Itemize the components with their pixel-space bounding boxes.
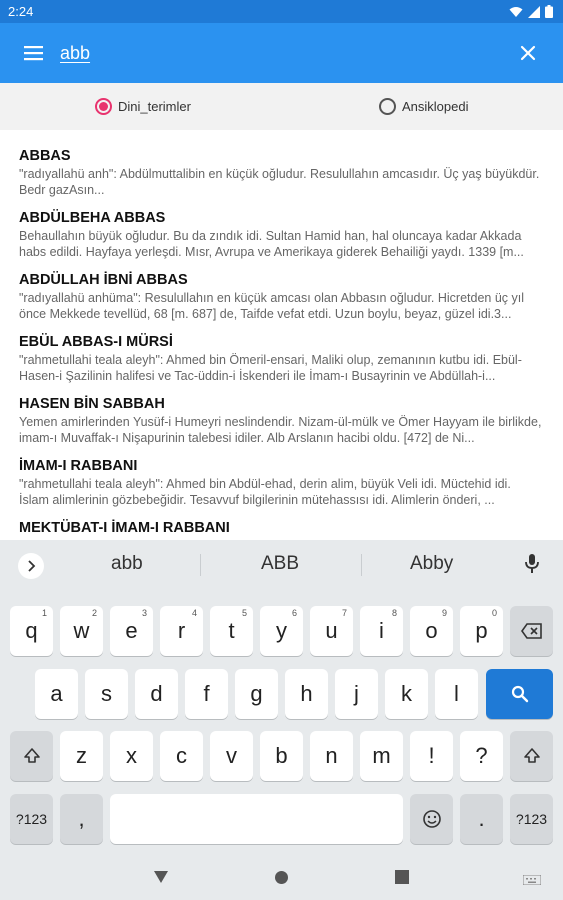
key-d[interactable]: d	[135, 669, 178, 719]
key-n[interactable]: n	[310, 731, 353, 781]
mic-button[interactable]	[522, 553, 542, 580]
comma-key[interactable]: ,	[60, 794, 103, 844]
entry-snippet: Yemen amirlerinden Yusüf-i Humeyri neslindendir. Nizam-ül-mülk ve Ömer Hayyam ile birlikde, imam-ı Muvaffak-ı Nişapurinin talebesi idiler. Alb Arslanın hacibi oldu. [472] de Ni...	[19, 415, 542, 445]
key-t[interactable]	[210, 606, 253, 656]
mic-icon	[522, 553, 542, 575]
key-question[interactable]: ?	[460, 731, 503, 781]
radio-ansiklopedi[interactable]	[379, 98, 469, 115]
shift-key-right[interactable]	[510, 731, 553, 781]
entry-snippet: "radıyallahü anhüma": Resulullahın en küçük amcası olan Abbasın oğludur. Hicretden üç yıl önce Mekkede tevellüd, 68 [m. 687] de, Taifde vefat etdi. Uzun boylu, beyaz, güzel idi.3...	[19, 291, 525, 321]
key-hint: 2	[91, 608, 97, 618]
soft-keyboard	[0, 540, 563, 856]
list-item[interactable]	[0, 440, 563, 507]
key-label: p	[475, 618, 488, 643]
battery-icon	[545, 5, 553, 18]
status-time: 2:24	[8, 4, 34, 19]
list-item[interactable]	[0, 254, 563, 321]
entry-snippet: Behaullahın büyük oğludur. Bu da zındık idi. Sultan Hamid han, hal oluncaya kadar Akkada habs edildi. Hayfaya yerleşdi. Mısr, Avrupa ve Amerikaya giderek Behailiği yaydı. 1339 [m...	[19, 229, 524, 259]
back-triangle-icon	[153, 870, 169, 884]
entry-title: İMAM-I RABBANI	[19, 458, 138, 474]
list-item[interactable]	[0, 130, 563, 197]
shift-icon	[23, 747, 41, 765]
home-circle-icon	[274, 870, 289, 885]
key-i[interactable]	[360, 606, 403, 656]
key-exclamation[interactable]: !	[410, 731, 453, 781]
key-o[interactable]	[410, 606, 453, 656]
entry-title: ABDÜLLAH İBNİ ABBAS	[19, 272, 188, 288]
key-hint: 3	[141, 608, 147, 618]
list-item[interactable]	[0, 192, 563, 259]
status-bar	[0, 0, 563, 23]
suggestion-2[interactable]: ABB	[261, 553, 300, 574]
key-label: u	[325, 618, 338, 643]
radio-button-unchecked[interactable]	[379, 98, 396, 115]
key-p[interactable]	[460, 606, 503, 656]
list-item[interactable]	[0, 378, 563, 445]
key-hint: 7	[341, 608, 347, 618]
entry-snippet: "rahmetullahi teala aleyh": Ahmed bin Abdül-ehad, derin alim, büyük Veli idi. Müctehid idi. İslam alimlerinin gözbebeğidir. Tesavvuf bilgilerinin mütehassısı idi. Alimlerin önderi, ...	[19, 477, 511, 507]
entry-title: HASEN BİN SABBAH	[19, 396, 165, 412]
entry-title: ABDÜLBEHA ABBAS	[19, 210, 166, 226]
key-a[interactable]: a	[35, 669, 78, 719]
signal-icon	[528, 6, 540, 18]
symbols-key-right[interactable]: ?123	[510, 794, 553, 844]
radio-label: Ansiklopedi	[402, 99, 469, 114]
keyboard-switch-button[interactable]	[523, 872, 541, 890]
chevron-right-icon	[26, 560, 36, 572]
key-j[interactable]: j	[335, 669, 378, 719]
key-hint: 8	[391, 608, 397, 618]
key-l[interactable]: l	[435, 669, 478, 719]
radio-label: Dini_terimler	[118, 99, 191, 114]
emoji-key[interactable]	[410, 794, 453, 844]
entry-snippet: "rahmetullahi teala aleyh": Ahmed bin Ömeril-ensari, Maliki olup, zemanının kutbu idi. Ebül-Hasen-i Şazilinin halifesi ve Tac-üddin-i İskenderi ile İmam-ı Busayrinin ve Abdüllah-i...	[19, 353, 522, 383]
key-label: o	[425, 618, 438, 643]
key-hint: 5	[241, 608, 247, 618]
key-hint: 9	[441, 608, 447, 618]
key-x[interactable]: x	[110, 731, 153, 781]
divider	[200, 554, 201, 576]
space-key[interactable]	[110, 794, 403, 844]
shift-icon	[523, 747, 541, 765]
search-input[interactable]: abb	[60, 42, 91, 63]
key-c[interactable]: c	[160, 731, 203, 781]
keyboard-expand-button[interactable]	[18, 553, 44, 579]
results-list	[0, 130, 563, 540]
key-label: y	[276, 618, 287, 643]
search-key[interactable]	[486, 669, 553, 719]
app-bar	[0, 23, 563, 83]
key-label: i	[379, 618, 384, 643]
shift-key-left[interactable]	[10, 731, 53, 781]
key-k[interactable]: k	[385, 669, 428, 719]
backspace-key[interactable]	[510, 606, 553, 656]
key-label: w	[73, 618, 90, 643]
key-hint: 0	[491, 608, 497, 618]
key-r[interactable]	[160, 606, 203, 656]
key-q[interactable]	[10, 606, 53, 656]
key-h[interactable]: h	[285, 669, 328, 719]
key-w[interactable]	[60, 606, 103, 656]
radio-dini-terimler[interactable]	[95, 98, 191, 115]
search-icon	[511, 685, 529, 703]
home-button[interactable]	[274, 870, 289, 890]
list-item[interactable]	[0, 316, 563, 383]
entry-snippet: "radıyallahü anh": Abdülmuttalibin en küçük oğludur. Resulullahın amcasıdır. Üç yaş büyükdür. Bedr gazAsın...	[19, 167, 540, 197]
key-label: r	[177, 618, 186, 643]
period-key[interactable]: .	[460, 794, 503, 844]
wifi-icon	[509, 6, 523, 18]
symbols-key-left[interactable]: ?123	[10, 794, 53, 844]
hamburger-menu-icon	[24, 45, 44, 61]
divider	[361, 554, 362, 576]
key-hint: 6	[291, 608, 297, 618]
radio-button-checked[interactable]	[95, 98, 112, 115]
key-m[interactable]: m	[360, 731, 403, 781]
key-z[interactable]: z	[60, 731, 103, 781]
dictionary-selector	[0, 83, 563, 130]
key-label: e	[125, 618, 138, 643]
key-hint: 1	[41, 608, 47, 618]
key-v[interactable]: v	[210, 731, 253, 781]
suggestion-bar	[0, 540, 563, 590]
key-y[interactable]	[260, 606, 303, 656]
key-f[interactable]: f	[185, 669, 228, 719]
emoji-icon	[422, 809, 442, 829]
keyboard-icon	[523, 875, 541, 885]
suggestion-3[interactable]: Abby	[410, 553, 454, 574]
key-e[interactable]	[110, 606, 153, 656]
status-icons	[509, 5, 553, 18]
clear-search-button[interactable]	[493, 23, 563, 83]
key-g[interactable]: g	[235, 669, 278, 719]
backspace-icon	[521, 623, 543, 639]
key-hint: 4	[191, 608, 197, 618]
key-b[interactable]: b	[260, 731, 303, 781]
key-label: t	[228, 618, 235, 643]
recents-button[interactable]	[395, 870, 409, 889]
key-u[interactable]	[310, 606, 353, 656]
system-nav-bar	[0, 856, 563, 900]
entry-title: EBÜL ABBAS-I MÜRSİ	[19, 334, 173, 350]
suggestion-1[interactable]: abb	[111, 553, 143, 574]
entry-title: ABBAS	[19, 148, 71, 164]
key-label: q	[25, 618, 38, 643]
back-button[interactable]	[153, 870, 169, 889]
entry-title: MEKTÜBAT-I İMAM-I RABBANI	[19, 520, 230, 536]
close-icon	[520, 45, 536, 61]
recents-square-icon	[395, 870, 409, 884]
key-s[interactable]: s	[85, 669, 128, 719]
